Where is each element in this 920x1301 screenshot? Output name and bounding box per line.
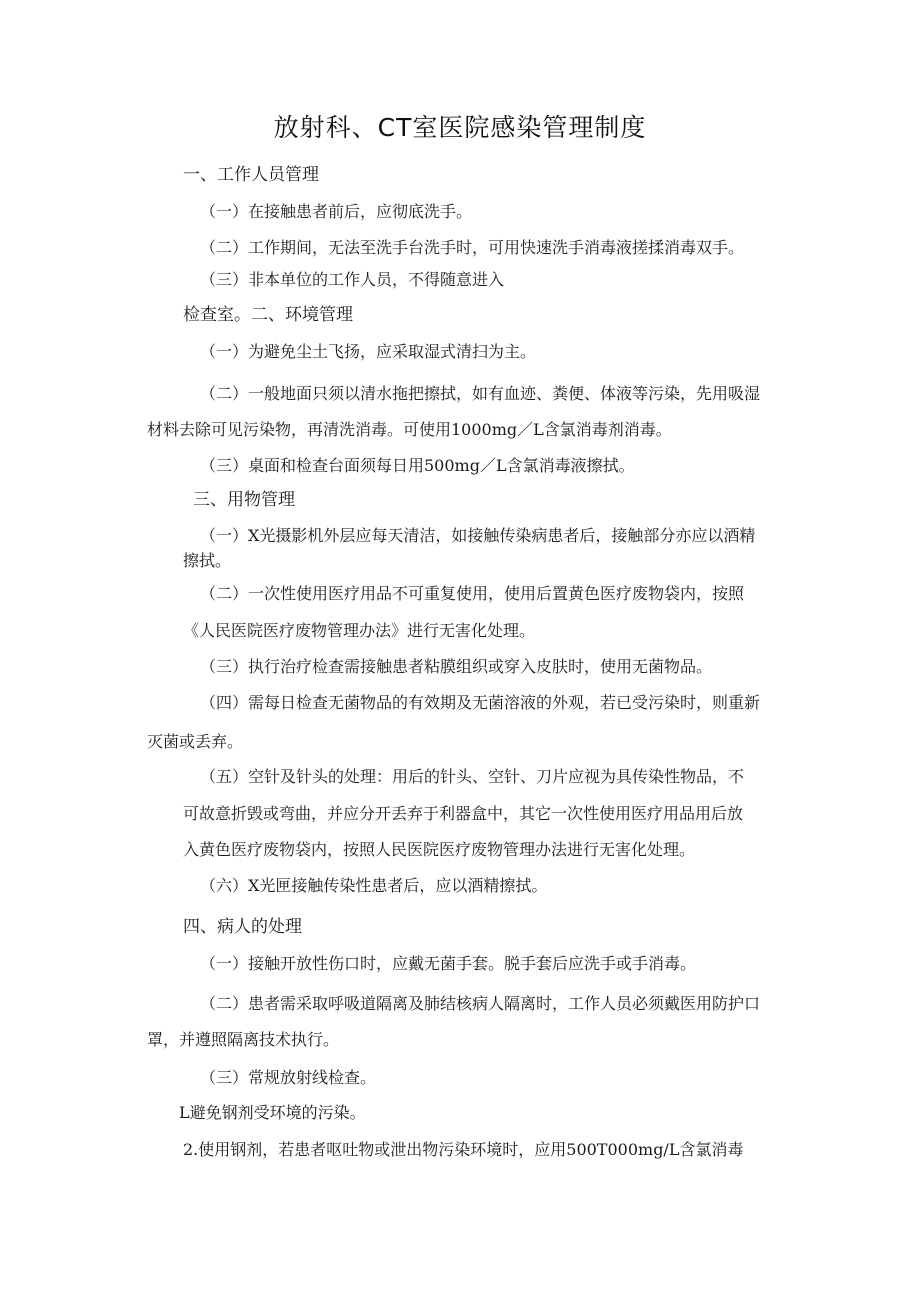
paragraph-line: （一）在接触患者前后，应彻底洗手。 [200,202,473,221]
paragraph-line: L避免钢剂受环境的污染。 [179,1103,366,1122]
document-title: 放射科、CT室医院感染管理制度 [273,113,647,142]
section-heading-environment: 检查室。二、环境管理 [183,305,353,325]
paragraph-line: （二）一次性使用医疗用品不可重复使用，使用后置黄色医疗废物袋内，按照 [200,584,745,603]
paragraph-line: 2.使用钢剂，若患者呕吐物或泄出物污染环境时，应用500T000mg/L含氯消毒 [183,1140,744,1159]
paragraph-line: （一）为避免尘土飞扬，应采取湿式清扫为主。 [200,342,537,361]
paragraph-line: 罩，并遵照隔离技术执行。 [147,1030,340,1049]
section-heading-supplies: 三、用物管理 [193,490,295,510]
paragraph-line: （六）X光匣接触传染性患者后，应以酒精擦拭。 [200,876,548,895]
paragraph-line: （三）桌面和检查台面须每日用500mg／L含氯消毒液擦拭。 [200,456,635,475]
paragraph-line: （二）工作期间，无法至洗手台洗手时，可用快速洗手消毒液搓揉消毒双手。 [200,238,745,257]
paragraph-line: （二）一般地面只须以清水拖把擦拭，如有血迹、粪便、体液等污染，先用吸湿 [200,384,761,403]
paragraph-line: 灭菌或丢弃。 [147,732,244,751]
section-heading-patients: 四、病人的处理 [183,917,302,937]
paragraph-line: 擦拭。 [183,551,232,570]
paragraph-line: （三）非本单位的工作人员，不得随意进入 [200,270,505,289]
paragraph-line: （一）X光摄影机外层应每天清洁，如接触传染病患者后，接触部分亦应以酒精 [200,526,756,545]
paragraph-line: （三）执行治疗检查需接触患者粘膜组织或穿入皮肤时，使用无菌物品。 [200,657,713,676]
paragraph-line: 材料去除可见污染物，再清洗消毒。可使用1000mg／L含氯消毒剂消毒。 [147,420,672,439]
paragraph-line: 《人民医院医疗废物管理办法》进行无害化处理。 [183,621,536,640]
paragraph-line: 可故意折毁或弯曲，并应分开丢弃于利器盒中，其它一次性使用医疗用品用后放 [183,804,744,823]
paragraph-line: （五）空针及针头的处理：用后的针头、空针、刀片应视为具传染性物品，不 [200,767,745,786]
paragraph-line: （三）常规放射线检查。 [200,1068,377,1087]
paragraph-line: 入黄色医疗废物袋内，按照人民医院医疗废物管理办法进行无害化处理。 [183,840,696,859]
paragraph-line: （一）接触开放性伤口时，应戴无菌手套。脱手套后应洗手或手消毒。 [200,954,697,973]
paragraph-line: （四）需每日检查无菌物品的有效期及无菌溶液的外观，若已受污染时，则重新 [200,693,761,712]
paragraph-line: （二）患者需采取呼吸道隔离及肺结核病人隔离时，工作人员必须戴医用防护口 [200,994,761,1013]
section-heading-staff: 一、工作人员管理 [183,165,319,185]
